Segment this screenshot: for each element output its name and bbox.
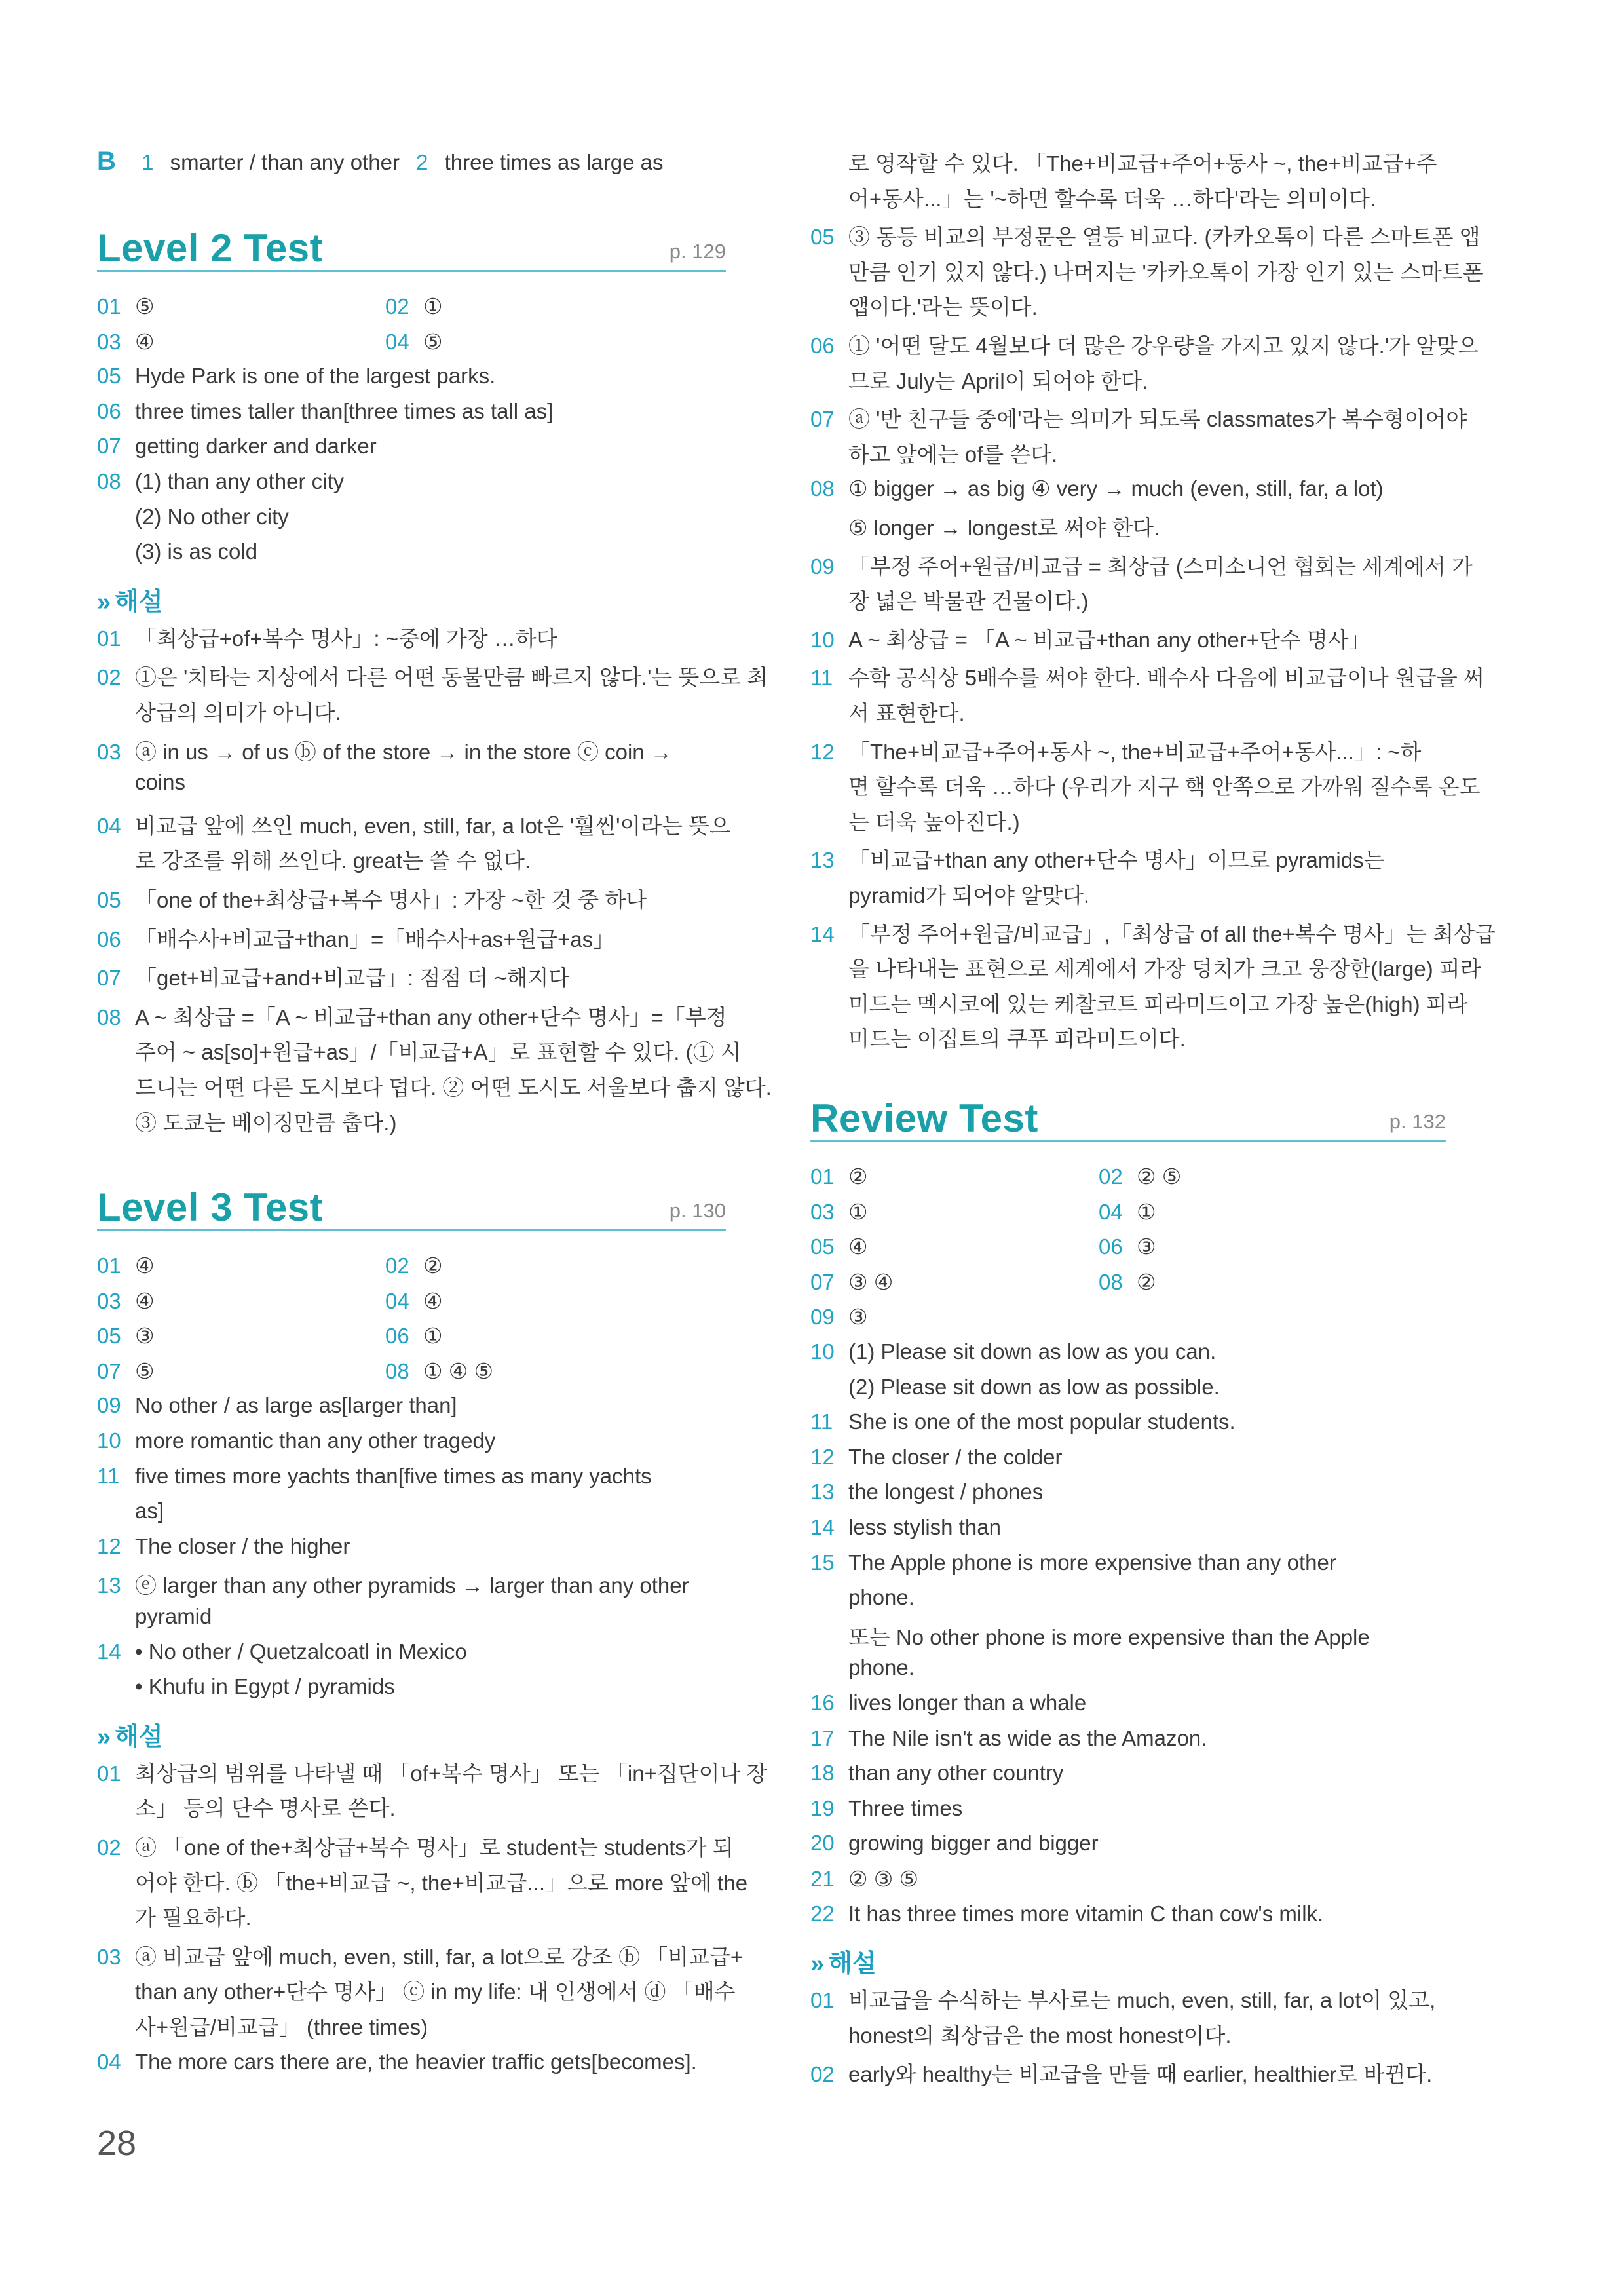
item-text: 「최상급+of+복수 명사」: ~중에 가장 …하다 [135, 626, 557, 651]
item-number: 03 [810, 1199, 835, 1224]
explanation-heading [810, 1943, 877, 1979]
item-number: 08 [1099, 1269, 1123, 1294]
explanation-line [810, 805, 1020, 836]
answer-value: ① ④ ⑤ [423, 1358, 494, 1383]
item-text: 사+원급/비교급」 (three times) [135, 2015, 428, 2039]
double-chevron-icon: » [97, 588, 106, 616]
item-text: phone. [848, 1585, 915, 1610]
item-text: 앱이다.'라는 뜻이다. [848, 295, 1038, 320]
answer-line [810, 1902, 1323, 1926]
item-text: phone. [848, 1655, 915, 1680]
explanation-line [810, 735, 1421, 766]
answer-value: ① [423, 1324, 443, 1349]
item-number: 06 [1099, 1234, 1123, 1259]
explanation-line [810, 438, 1057, 469]
item-number: 14 [810, 921, 835, 946]
answer-line [810, 1620, 1370, 1651]
item-text: 장 넓은 박물관 건물이다.) [848, 589, 1089, 614]
explanation-line [810, 182, 1376, 213]
item-text: 로 강조를 위해 쓰인다. great는 쓸 수 없다. [135, 849, 531, 873]
level2-rule [97, 270, 726, 272]
answer-line [97, 469, 344, 494]
item-text: It has three times more vitamin C than cow's milk. [848, 1901, 1324, 1926]
item-number: 04 [97, 2049, 121, 2074]
item-text: ③ 동등 비교의 부정문은 열등 비교다. (카카오톡이 다른 스마트폰 앱 [848, 225, 1481, 250]
double-chevron-icon: » [810, 1950, 820, 1978]
item-text: 가 필요하다. [135, 1905, 252, 1930]
answer-line [810, 1515, 1001, 1540]
item-number: 02 [1099, 1164, 1123, 1189]
answer-grid-row [810, 1164, 1446, 1189]
item-number: 18 [810, 1761, 835, 1786]
explanation-line [810, 511, 1160, 542]
item-text: The closer / the colder [848, 1444, 1063, 1469]
item-text: (2) Please sit down as low as possible. [848, 1374, 1220, 1399]
item-number: 05 [810, 225, 835, 250]
item-number: 02 [810, 2062, 835, 2087]
item-number: 03 [97, 1288, 121, 1313]
item-number: 11 [97, 1463, 120, 1488]
explanation-line [810, 2019, 1232, 2050]
level3-page-ref: p. 130 [669, 1199, 726, 1222]
item-text: 므로 July는 April이 되어야 한다. [848, 368, 1148, 393]
explanation-line [97, 1001, 727, 1031]
item-number: 10 [97, 1428, 121, 1453]
explanation-line [97, 1866, 747, 1897]
answer-line [97, 539, 257, 564]
answer-line [810, 1655, 915, 1680]
item-number: 15 [810, 1550, 835, 1575]
answer-value: ⑤ [135, 1358, 155, 1383]
explanation-line [97, 961, 569, 992]
explanation-line [97, 1975, 735, 2006]
explanation-heading [97, 1716, 163, 1752]
b-num-1: 1 [142, 150, 154, 174]
explanation-line [810, 364, 1148, 395]
item-text: 미드는 이집트의 쿠푸 피라미드이다. [848, 1027, 1186, 1052]
answer-value: ③ ④ [848, 1269, 894, 1294]
explanation-line [97, 1791, 396, 1822]
explanation-line [810, 952, 1481, 983]
item-number: 06 [385, 1324, 409, 1349]
item-text: ⓐ 「one of the+최상급+복수 명사」로 student는 students가 되 [135, 1835, 734, 1860]
item-text: 소」 등의 단수 명사로 쓴다. [135, 1796, 396, 1821]
item-number: 11 [810, 1409, 833, 1434]
item-text: 「비교급+than any other+단수 명사」이므로 pyramids는 [848, 848, 1385, 873]
level3-title: Level 3 Test [97, 1185, 324, 1229]
item-text: 「부정 주어+원급/비교급 = 최상급 (스미소니언 협회는 세계에서 가 [848, 554, 1473, 579]
explanation-line [97, 1035, 742, 1066]
item-text: pyramid [135, 1604, 212, 1628]
item-number: 02 [97, 665, 121, 690]
item-text: pyramid가 되어야 알맞다. [848, 883, 1090, 908]
explanation-line [97, 809, 730, 840]
item-text: 만큼 인기 있지 않다.) 나머지는 '카카오톡이 가장 인기 있는 스마트폰 [848, 259, 1484, 284]
item-number: 07 [97, 434, 121, 459]
item-number: 10 [810, 627, 835, 652]
explanation-line [810, 256, 1484, 286]
b-num-2: 2 [416, 150, 428, 174]
answer-line [97, 399, 553, 424]
explanation-line [97, 1106, 396, 1137]
item-number: 01 [97, 626, 121, 651]
explanation-line [97, 696, 341, 727]
explanation-line [97, 735, 672, 766]
item-number: 01 [810, 1988, 835, 2013]
answer-line [97, 1534, 350, 1559]
item-number: 04 [1099, 1199, 1123, 1224]
level2-title: Level 2 Test [97, 226, 324, 270]
item-number: 04 [97, 813, 121, 838]
item-number: 01 [97, 294, 121, 318]
answer-line [810, 1445, 1063, 1470]
item-number: 05 [97, 1324, 121, 1349]
answer-grid-row [97, 329, 726, 354]
item-text: A ~ 최상급 = 「A ~ 비교급+than any other+단수 명사」 [848, 627, 1370, 652]
item-number: 07 [810, 407, 835, 432]
item-text: 주어 ~ as[so]+원급+as」/「비교급+A」로 표현할 수 있다. (① 시 [135, 1040, 742, 1065]
explanation-label: 해설 [115, 588, 163, 616]
item-number: 05 [97, 888, 121, 912]
explanation-line [810, 843, 1384, 874]
item-text: 「get+비교급+and+비교급」: 점점 더 ~해지다 [135, 966, 570, 991]
item-number: 02 [385, 1253, 409, 1278]
answer-value: ② [423, 1253, 443, 1278]
item-text: ⑤ longer → longest로 써야 한다. [848, 516, 1160, 540]
answer-value: ④ [135, 1253, 155, 1278]
answer-line [810, 1409, 1236, 1434]
item-text: three times taller than[three times as tall as] [135, 398, 554, 423]
item-number: 06 [810, 334, 835, 358]
item-number: 08 [810, 476, 835, 501]
level3-rule [97, 1229, 726, 1231]
item-number: 09 [810, 1305, 835, 1330]
item-number: 19 [810, 1795, 835, 1820]
b-answer-line [97, 147, 663, 176]
review-page-ref: p. 132 [1389, 1110, 1446, 1133]
item-text: Three times [848, 1795, 963, 1820]
answer-line [97, 1639, 467, 1664]
item-text: 「one of the+최상급+복수 명사」: 가장 ~한 것 중 하나 [135, 888, 647, 912]
explanation-line [810, 661, 1484, 692]
explanation-line [97, 1757, 767, 1788]
explanation-line [810, 697, 965, 727]
item-text: The more cars there are, the heavier traffic gets[becomes]. [135, 2049, 697, 2074]
explanation-line [810, 329, 1479, 360]
level2-page-ref: p. 129 [669, 240, 726, 263]
answer-grid-row [810, 1269, 1446, 1295]
item-text: The closer / the higher [135, 1533, 350, 1558]
answer-line [810, 1726, 1207, 1751]
answer-line [810, 1375, 1220, 1400]
item-number: 03 [97, 329, 121, 354]
answer-line [810, 1550, 1336, 1575]
answer-grid-row [810, 1199, 1446, 1225]
item-number: 13 [810, 1480, 835, 1504]
item-number: 01 [97, 1761, 121, 1786]
item-text: 미드는 멕시코에 있는 케찰코트 피라미드이고 가장 높은(high) 피라 [848, 991, 1468, 1016]
item-text: 하고 앞에는 of를 쓴다. [848, 442, 1058, 467]
answer-grid-row [97, 1253, 726, 1278]
explanation-line [97, 1901, 252, 1932]
answer-line [97, 1674, 395, 1699]
answer-line [97, 1499, 164, 1523]
b-answer-2: three times as large as [444, 150, 664, 174]
item-number: 21 [810, 1867, 835, 1891]
explanation-line [810, 1022, 1186, 1053]
item-text: getting darker and darker [135, 434, 377, 459]
item-text: The Nile isn't as wide as the Amazon. [848, 1725, 1207, 1750]
item-text: ① '어떤 달도 4월보다 더 많은 강우량을 가지고 있지 않다.'가 알맞으 [848, 334, 1479, 358]
item-number: 07 [97, 1358, 121, 1383]
item-number: 05 [810, 1234, 835, 1259]
item-text: more romantic than any other tragedy [135, 1428, 496, 1453]
item-text: ① bigger → as big ④ very → much (even, still, far, a lot) [848, 476, 1384, 501]
explanation-line [97, 622, 557, 653]
item-number: 16 [810, 1691, 835, 1715]
answer-line [97, 1428, 495, 1453]
explanation-line [810, 147, 1437, 178]
explanation-line [810, 879, 1089, 909]
explanation-line [810, 402, 1467, 433]
item-number: 07 [810, 1269, 835, 1294]
answer-line [97, 364, 495, 389]
item-text: (3) is as cold [135, 539, 258, 564]
answer-value: ① [848, 1199, 868, 1224]
answer-value: ① [1137, 1199, 1156, 1224]
item-text: the longest / phones [848, 1480, 1044, 1504]
item-text: (1) than any other city [135, 469, 345, 493]
item-text: growing bigger and bigger [848, 1831, 1099, 1856]
answer-value: ② [1137, 1269, 1156, 1294]
item-number: 08 [385, 1358, 409, 1383]
item-number: 07 [97, 966, 121, 991]
item-number: 01 [97, 1253, 121, 1278]
answer-grid-row [97, 1323, 726, 1349]
answer-grid-row [810, 1234, 1446, 1259]
explanation-line [810, 584, 1088, 615]
item-text: 면 할수록 더욱 …하다 (우리가 지구 핵 안쪽으로 가까워 질수록 온도 [848, 775, 1481, 799]
item-text: 또는 No other phone is more expensive than the Apple [848, 1624, 1370, 1649]
item-number: 05 [97, 364, 121, 389]
item-text: ⓐ 비교급 앞에 much, even, still, far, a lot으로 강조 ⓑ 「비교급+ [135, 1944, 744, 1969]
item-text: 「배수사+비교급+than」=「배수사+as+원급+as」 [135, 927, 615, 951]
explanation-line [810, 987, 1468, 1018]
answer-grid-row [97, 294, 726, 319]
item-text: as] [135, 1499, 164, 1523]
b-answer-1: smarter / than any other [170, 150, 400, 174]
item-text: less stylish than [848, 1515, 1001, 1539]
item-number: 13 [810, 848, 835, 873]
item-text: ③ 도쿄는 베이징만큼 춥다.) [135, 1110, 397, 1135]
explanation-line [810, 290, 1038, 321]
item-text: (2) No other city [135, 504, 289, 529]
b-label: B [97, 147, 116, 176]
item-number: 12 [97, 1533, 121, 1558]
answer-line [97, 1604, 212, 1629]
item-text: lives longer than a whale [848, 1691, 1087, 1715]
explanation-line [810, 623, 1370, 654]
item-number: 02 [97, 1835, 121, 1860]
item-text: 어야 한다. ⓑ 「the+비교급 ~, the+비교급...」으로 more 앞에 the [135, 1870, 748, 1895]
item-text: 최상급의 범위를 나타낼 때 「of+복수 명사」 또는 「in+집단이나 장 [135, 1761, 768, 1786]
item-text: ⓔ larger than any other pyramids → larger than any other [135, 1573, 689, 1598]
item-text: She is one of the most popular students. [848, 1409, 1236, 1434]
item-number: 06 [97, 398, 121, 423]
answer-grid-row [97, 1358, 726, 1384]
item-number: 03 [97, 739, 121, 764]
answer-line [810, 1761, 1063, 1786]
item-number: 12 [810, 739, 835, 764]
item-number: 08 [97, 469, 121, 493]
item-number: 22 [810, 1901, 835, 1926]
item-number: 14 [810, 1515, 835, 1539]
item-text: ③ [848, 1305, 868, 1330]
answer-line [97, 1393, 457, 1418]
explanation-line [97, 660, 768, 691]
item-number: 03 [97, 1944, 121, 1969]
answer-line [97, 505, 289, 529]
explanation-line [810, 770, 1481, 801]
item-text: ⓐ in us → of us ⓑ of the store → in the store ⓒ coin → [135, 739, 672, 764]
item-number: 04 [385, 329, 409, 354]
item-text: (1) Please sit down as low as you can. [848, 1339, 1217, 1364]
item-text: Hyde Park is one of the largest parks. [135, 364, 496, 389]
item-number: 09 [810, 554, 835, 579]
explanation-line [810, 550, 1473, 581]
item-number: 06 [97, 927, 121, 951]
item-text: honest의 최상급은 the most honest이다. [848, 2023, 1232, 2048]
answer-grid-row [97, 1288, 726, 1314]
answer-value: ③ [1137, 1234, 1156, 1259]
item-number: 17 [810, 1725, 835, 1750]
answer-line [810, 1304, 868, 1330]
item-number: 02 [385, 294, 409, 318]
review-title: Review Test [810, 1096, 1038, 1140]
answer-value: ④ [135, 329, 155, 354]
explanation-line [97, 883, 647, 914]
answer-line [810, 1866, 918, 1892]
explanation-line [97, 1831, 734, 1862]
item-text: 어+동사...」는 '~하면 할수록 더욱 …하다'라는 의미이다. [848, 186, 1376, 211]
item-number: 10 [810, 1339, 835, 1364]
item-text: 비교급을 수식하는 부사로는 much, even, still, far, a lot이 있고, [848, 1988, 1436, 2013]
item-text: 서 표현한다. [848, 701, 965, 725]
answer-line [97, 1569, 689, 1599]
answer-value: ② [848, 1164, 868, 1189]
explanation-heading [97, 581, 163, 617]
item-text: The Apple phone is more expensive than any other [848, 1550, 1336, 1575]
review-rule [810, 1140, 1446, 1142]
item-number: 09 [97, 1393, 121, 1418]
item-text: No other / as large as[larger than] [135, 1393, 457, 1418]
double-chevron-icon: » [97, 1723, 106, 1751]
item-text: 「The+비교급+주어+동사 ~, the+비교급+주어+동사...」: ~하 [848, 739, 1422, 764]
explanation-line [97, 844, 531, 875]
item-text: A ~ 최상급 =「A ~ 비교급+than any other+단수 명사」=「부정 [135, 1004, 727, 1029]
explanation-line [97, 923, 614, 953]
answer-line [97, 1464, 652, 1489]
answer-value: ⑤ [423, 329, 443, 354]
item-number: 20 [810, 1831, 835, 1856]
item-number: 11 [810, 666, 833, 691]
answer-line [810, 1585, 915, 1610]
item-text: coins [135, 770, 186, 795]
item-text: 드니는 어떤 다른 도시보다 덥다. ② 어떤 도시도 서울보다 춥지 않다. [135, 1075, 772, 1100]
item-text: 는 더욱 높아진다.) [848, 809, 1020, 834]
explanation-line [810, 220, 1481, 251]
item-number: 01 [810, 1164, 835, 1189]
item-text: 로 영작할 수 있다. 「The+비교급+주어+동사 ~, the+비교급+주 [848, 151, 1437, 176]
answer-line [810, 1480, 1043, 1504]
explanation-line [810, 917, 1496, 948]
answer-line [97, 434, 377, 459]
explanation-line [97, 770, 185, 795]
item-text: early와 healthy는 비교급을 만들 때 earlier, healthier로 바뀐다. [848, 2062, 1433, 2087]
answer-value: ⑤ [135, 294, 155, 318]
explanation-line [97, 1071, 772, 1101]
item-number: 13 [97, 1573, 121, 1598]
answer-line [810, 1796, 962, 1821]
item-number: 04 [385, 1288, 409, 1313]
item-text: than any other country [848, 1761, 1064, 1786]
item-text: • Khufu in Egypt / pyramids [135, 1674, 395, 1699]
item-text: 「부정 주어+원급/비교급」,「최상급 of all the+복수 명사」는 최상급 [848, 921, 1496, 946]
item-text: ② ③ ⑤ [848, 1867, 919, 1891]
answer-value: ③ [135, 1324, 155, 1349]
explanation-label: 해설 [828, 1950, 877, 1978]
explanation-line [97, 1940, 743, 1971]
answer-value: ④ [135, 1288, 155, 1313]
explanation-line [810, 2057, 1432, 2088]
item-text: five times more yachts than[five times as many yachts [135, 1463, 652, 1488]
explanation-line [97, 2010, 428, 2041]
answer-line [810, 1691, 1086, 1715]
explanation-line [810, 1983, 1435, 2014]
item-text: 비교급 앞에 쓰인 much, even, still, far, a lot은 '훨씬'이라는 뜻으 [135, 813, 730, 838]
item-text: • No other / Quetzalcoatl in Mexico [135, 1639, 467, 1664]
item-number: 14 [97, 1639, 121, 1664]
item-text: 상급의 의미가 아니다. [135, 700, 341, 725]
explanation-line [97, 2050, 697, 2075]
item-text: ⓐ '반 친구들 중에'라는 의미가 되도록 classmates가 복수형이어야 [848, 407, 1467, 432]
item-number: 08 [97, 1004, 121, 1029]
item-text: 을 나타내는 표현으로 세계에서 가장 덩치가 크고 웅장한(large) 피라 [848, 957, 1481, 982]
explanation-label: 해설 [115, 1723, 163, 1751]
answer-value: ④ [848, 1234, 868, 1259]
item-text: 수학 공식상 5배수를 써야 한다. 배수사 다음에 비교급이나 원급을 써 [848, 666, 1484, 691]
item-text: ①은 '치타는 지상에서 다른 어떤 동물만큼 빠르지 않다.'는 뜻으로 최 [135, 665, 768, 690]
answer-line [810, 1339, 1216, 1364]
page-number: 28 [97, 2124, 137, 2163]
explanation-line [810, 476, 1384, 501]
answer-value: ② ⑤ [1137, 1164, 1182, 1189]
answer-line [810, 1831, 1099, 1856]
answer-value: ① [423, 294, 443, 318]
answer-value: ④ [423, 1288, 443, 1313]
item-number: 12 [810, 1444, 835, 1469]
item-text: than any other+단수 명사」 ⓒ in my life: 내 인생에서 ⓓ 「배수 [135, 1980, 736, 2004]
